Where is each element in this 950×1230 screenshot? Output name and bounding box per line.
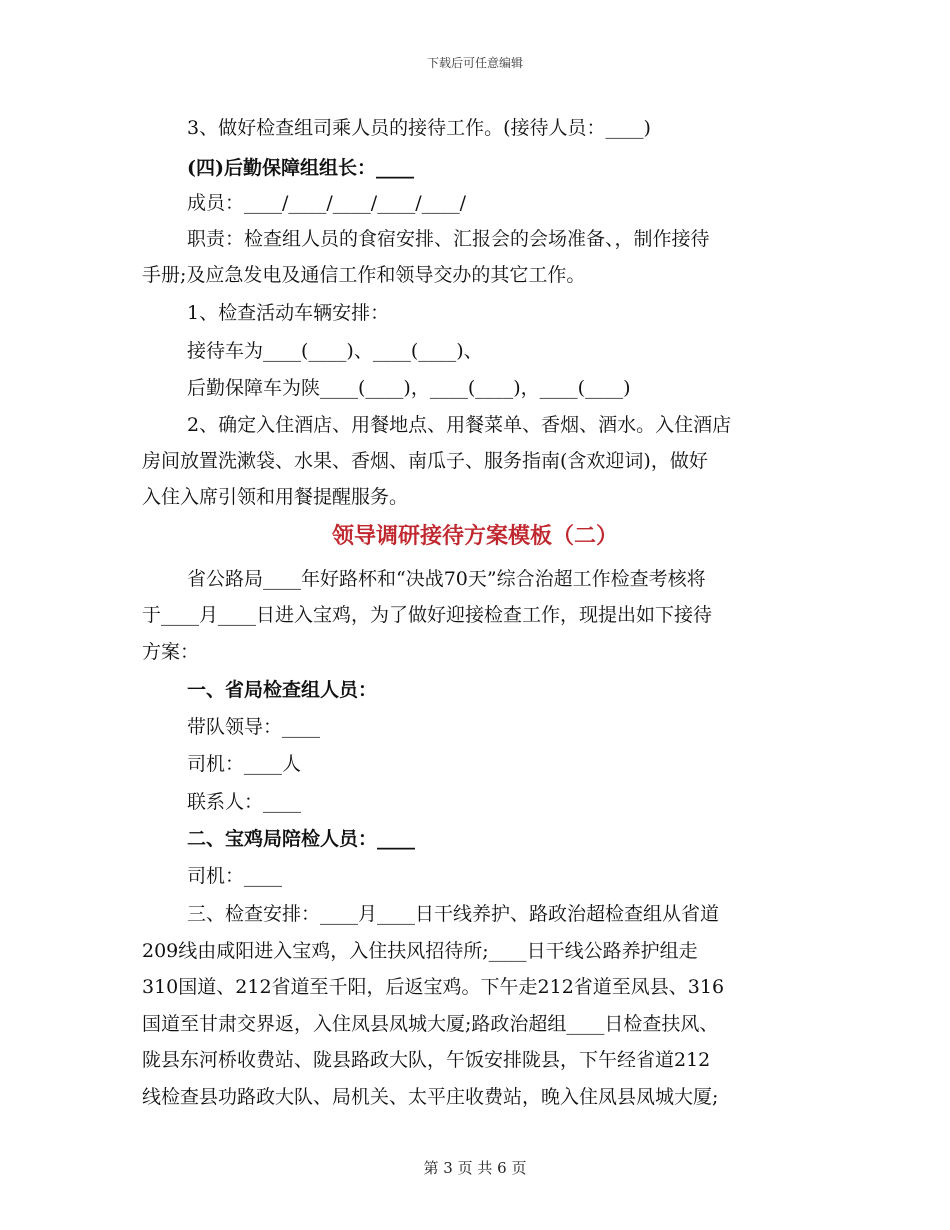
paragraph-line: 2、确定入住酒店、用餐地点、用餐菜单、香烟、酒水。入住酒店: [187, 414, 732, 436]
paragraph-line: 成员：____/____/____/____/____/: [187, 192, 467, 214]
paragraph-line: 司机：____: [187, 865, 283, 887]
paragraph-line: 于____月____日进入宝鸡，为了做好迎接检查工作，现提出如下接待: [142, 604, 713, 626]
paragraph-line: 省公路局____年好路杯和“决战70天”综合治超工作检查考核将: [187, 568, 706, 590]
paragraph-line: 联系人：____: [187, 791, 302, 813]
paragraph-line: 线检查县功路政大队、局机关、太平庄收费站，晚入住凤县凤城大厦;: [142, 1086, 719, 1108]
paragraph-line: 国道至甘肃交界返，入住凤县凤城大厦;路政治超组____日检查扶风、: [142, 1013, 719, 1035]
paragraph-line: 职责：检查组人员的食宿安排、汇报会的会场准备、，制作接待: [187, 228, 710, 250]
paragraph-line: 方案：: [142, 641, 200, 663]
paragraph-line: 司机：____人: [187, 753, 302, 775]
paragraph-line: 209线由咸阳进入宝鸡，入住扶风招待所;____日干线公路养护组走: [142, 940, 698, 962]
paragraph-line: 3、做好检查组司乘人员的接待工作。(接待人员：____): [187, 117, 651, 139]
paragraph-line: 后勤保障车为陕____(____)，____(____)，____(____): [187, 377, 631, 399]
paragraph-line: 入住入席引领和用餐提醒服务。: [142, 486, 409, 508]
section-heading-escort: 二、宝鸡局陪检人员：____: [187, 828, 416, 850]
paragraph-line: 带队领导：____: [187, 716, 321, 738]
paragraph-line: 陇县东河桥收费站、陇县路政大队，午饭安排陇县，下午经省道212: [142, 1049, 711, 1071]
section-title: 领导调研接待方案模板（二）: [331, 523, 618, 549]
section-heading-logistics: (四)后勤保障组组长：____: [187, 157, 414, 179]
paragraph-line: 310国道、212省道至千阳，后返宝鸡。下午走212省道至凤县、316: [142, 976, 725, 998]
paragraph-line: 接待车为____(____)、____(____)、: [187, 340, 483, 362]
page-header: 下载后可任意编辑: [426, 56, 523, 70]
paragraph-line: 三、检查安排：____月____日干线养护、路政治超检查组从省道: [187, 903, 720, 925]
paragraph-line: 1、检查活动车辆安排：: [187, 302, 390, 324]
page-footer: 第 3 页 共 6 页: [423, 1159, 527, 1177]
section-heading-inspection-group: 一、省局检查组人员：: [187, 679, 378, 701]
paragraph-line: 房间放置洗漱袋、水果、香烟、南瓜子、服务指南(含欢迎词)，做好: [142, 450, 708, 472]
paragraph-line: 手册;及应急发电及通信工作和领导交办的其它工作。: [142, 264, 586, 286]
